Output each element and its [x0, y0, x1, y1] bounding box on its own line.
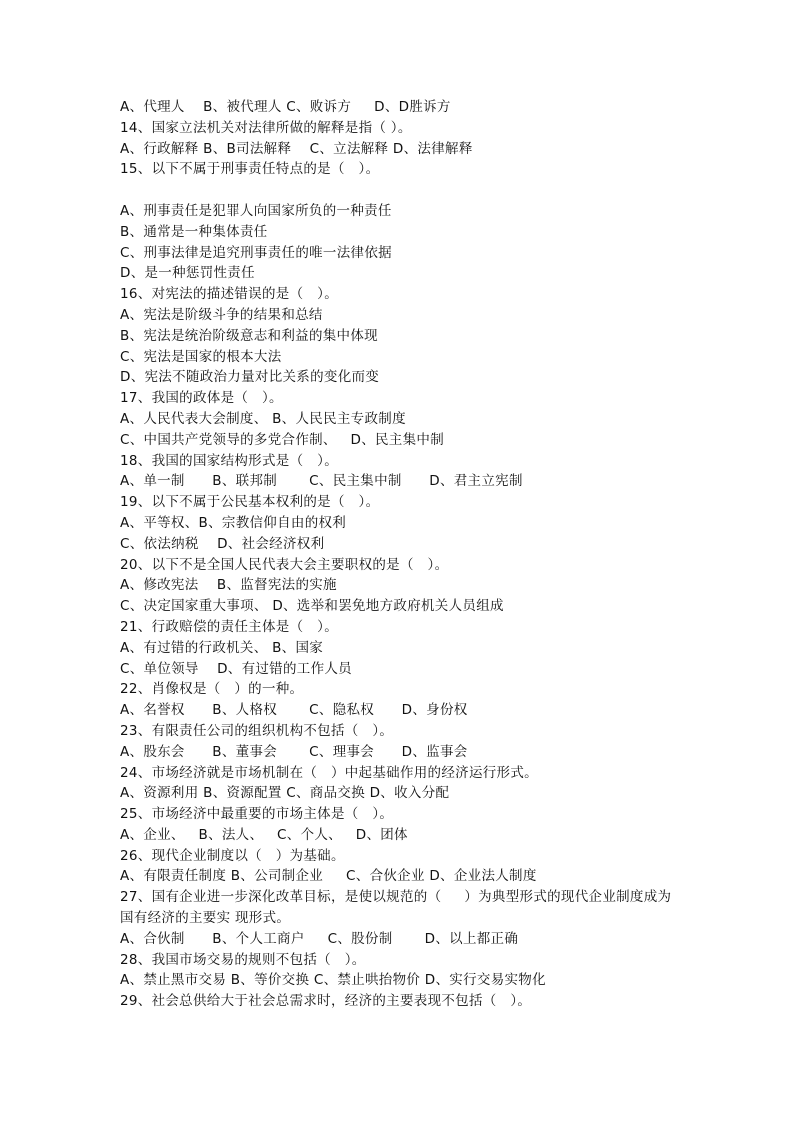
- text-line: 15、以下不属于刑事责任特点的是（ ）。: [120, 161, 380, 178]
- text-line: 17、我国的政体是（ ）。: [120, 390, 283, 407]
- text-line: A、行政解释 B、B司法解释 C、立法解释 D、法律解释: [120, 140, 473, 157]
- text-line: A、有限责任制度 B、公司制企业 C、合伙企业 D、企业法人制度: [120, 868, 537, 885]
- text-line: B、宪法是统治阶级意志和利益的集中体现: [120, 327, 378, 344]
- text-line: 27、国有企业进一步深化改革目标，是使以规范的（ ）为典型形式的现代企业制度成为: [120, 889, 672, 906]
- text-line: C、中国共产党领导的多党合作制、 D、民主集中制: [120, 431, 444, 448]
- text-line: 20、以下不是全国人民代表大会主要职权的是（ ）。: [120, 556, 449, 573]
- text-line: 26、现代企业制度以（ ）为基础。: [120, 847, 345, 864]
- text-line: 18、我国的国家结构形式是（ ）。: [120, 452, 339, 469]
- text-line: 23、有限责任公司的组织机构不包括（ ）。: [120, 722, 394, 739]
- text-line: C、单位领导 D、有过错的工作人员: [120, 660, 352, 677]
- text-line: B、通常是一种集体责任: [120, 223, 268, 240]
- text-line: C、宪法是国家的根本大法: [120, 348, 282, 365]
- text-line: A、修改宪法 B、监督宪法的实施: [120, 577, 337, 594]
- text-line: C、决定国家重大事项、 D、选举和罢免地方政府机关人员组成: [120, 598, 504, 615]
- text-line: 25、市场经济中最重要的市场主体是（ ）。: [120, 806, 394, 823]
- blank-line: [120, 180, 740, 201]
- text-line: A、刑事责任是犯罪人向国家所负的一种责任: [120, 202, 392, 219]
- text-line: A、名誉权 B、人格权 C、隐私权 D、身份权: [120, 702, 468, 719]
- text-line: 国有经济的主要实 现形式。: [120, 910, 291, 927]
- text-line: 14、国家立法机关对法律所做的解释是指（ ）。: [120, 119, 412, 136]
- text-line: A、宪法是阶级斗争的结果和总结: [120, 306, 323, 323]
- text-line: C、刑事法律是追究刑事责任的唯一法律依据: [120, 244, 392, 261]
- text-line: A、合伙制 B、个人工商户 C、股份制 D、以上都正确: [120, 930, 519, 947]
- text-line: C、依法纳税 D、社会经济权利: [120, 535, 325, 552]
- text-line: A、人民代表大会制度、 B、人民民主专政制度: [120, 410, 406, 427]
- text-line: 28、我国市场交易的规则不包括（ ）。: [120, 951, 366, 968]
- text-line: 24、市场经济就是市场机制在（ ）中起基础作用的经济运行形式。: [120, 764, 538, 781]
- exam-text: [120, 97, 740, 1012]
- text-line: A、企业、 B、法人、 C、个人、 D、团体: [120, 826, 408, 843]
- text-line: D、宪法不随政治力量对比关系的变化而变: [120, 369, 380, 386]
- text-line: 16、对宪法的描述错误的是（ ）。: [120, 286, 339, 303]
- text-line: A、资源利用 B、资源配置 C、商品交换 D、收入分配: [120, 785, 450, 802]
- text-line: 19、以下不属于公民基本权利的是（ ）。: [120, 494, 380, 511]
- text-line: 22、肖像权是（ ）的一种。: [120, 681, 304, 698]
- text-line: D、是一种惩罚性责任: [120, 265, 255, 282]
- text-line: A、禁止黑市交易 B、等价交换 C、禁止哄抬物价 D、实行交易实物化: [120, 972, 546, 989]
- text-line: 21、行政赔偿的责任主体是（ ）。: [120, 618, 339, 635]
- text-line: A、代理人 B、被代理人 C、败诉方 D、D胜诉方: [120, 99, 451, 115]
- text-line: A、有过错的行政机关、 B、国家: [120, 639, 324, 656]
- text-line: A、股东会 B、董事会 C、理事会 D、监事会: [120, 743, 468, 760]
- text-line: A、平等权、B、宗教信仰自由的权利: [120, 514, 347, 531]
- text-line: 29、社会总供给大于社会总需求时，经济的主要表现不包括（ ）。: [120, 993, 532, 1010]
- text-line: A、单一制 B、联邦制 C、民主集中制 D、君主立宪制: [120, 473, 523, 490]
